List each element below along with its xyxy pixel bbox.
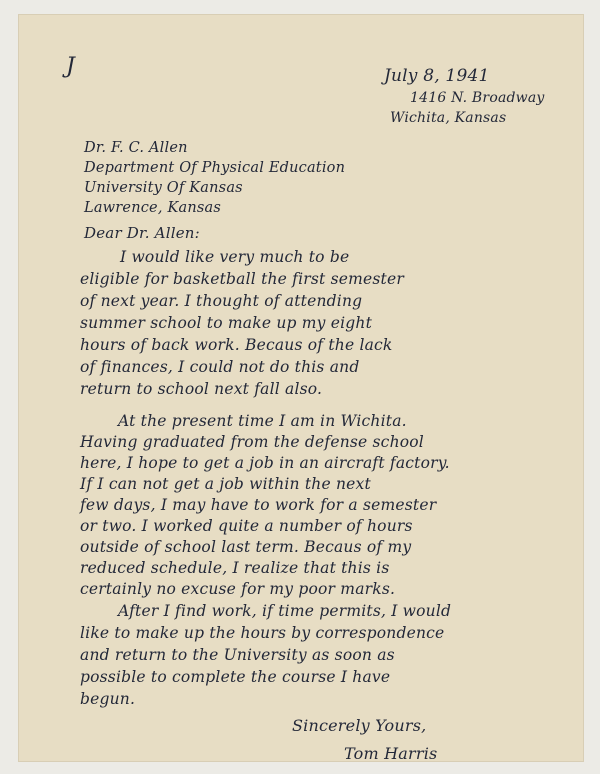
paragraph-1-line: summer school to make up my eight <box>80 314 373 332</box>
paragraph-1-line: hours of back work. Becaus of the lack <box>80 336 393 354</box>
sender-address-line: Wichita, Kansas <box>390 110 507 126</box>
paragraph-2-line: or two. I worked quite a number of hours <box>80 517 413 535</box>
margin-mark: J <box>66 54 76 79</box>
recipient-address-line: Department Of Physical Education <box>84 160 346 176</box>
paragraph-2-line: here, I hope to get a job in an aircraft factory. <box>80 454 450 472</box>
paragraph-3-line: and return to the University as soon as <box>80 646 395 664</box>
paragraph-3-line: like to make up the hours by correspondence <box>80 624 445 642</box>
paragraph-2-line: Having graduated from the defense school <box>80 433 424 451</box>
letter-date: July 8, 1941 <box>384 66 490 86</box>
paragraph-1-line: I would like very much to be <box>120 248 350 266</box>
paragraph-3-line: possible to complete the course I have <box>80 668 391 686</box>
paragraph-2-line: certainly no excuse for my poor marks. <box>80 580 396 598</box>
paragraph-2-line: reduced schedule, I realize that this is <box>80 559 390 577</box>
paragraph-1-line: eligible for basketball the first semester <box>80 270 404 288</box>
paragraph-2-line: At the present time I am in Wichita. <box>118 412 407 430</box>
paragraph-3-line: After I find work, if time permits, I would <box>118 602 452 620</box>
signature: Tom Harris <box>344 744 438 763</box>
paragraph-3-line: begun. <box>80 690 136 708</box>
letter-page <box>18 14 584 762</box>
recipient-address-line: Lawrence, Kansas <box>84 200 221 216</box>
paragraph-2-line: outside of school last term. Becaus of my <box>80 538 412 556</box>
paragraph-2-line: If I can not get a job within the next <box>80 475 371 493</box>
recipient-address-line: University Of Kansas <box>84 180 243 196</box>
paragraph-1-line: of finances, I could not do this and <box>80 358 360 376</box>
salutation: Dear Dr. Allen: <box>84 224 200 242</box>
closing: Sincerely Yours, <box>292 716 427 735</box>
paragraph-2-line: few days, I may have to work for a semester <box>80 496 437 514</box>
recipient-name: Dr. F. C. Allen <box>84 140 188 156</box>
paragraph-1-line: of next year. I thought of attending <box>80 292 363 310</box>
sender-address-line: 1416 N. Broadway <box>410 90 545 106</box>
paragraph-1-line: return to school next fall also. <box>80 380 323 398</box>
